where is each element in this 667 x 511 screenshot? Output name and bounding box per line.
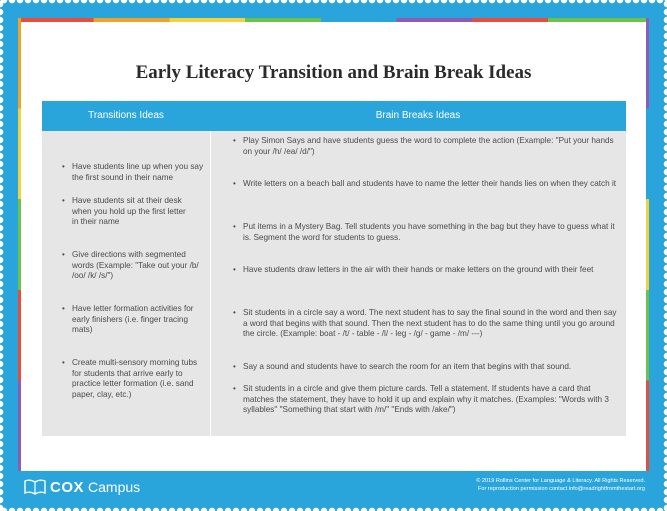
brain-break-text: Sit students in a circle and give them picture cards. Tell a statement. If students have a card that matches the statement, they have to hold it up and explain why it matches. (Examples: "Words with 3 syllables" "Something that start with /m/" "Ends with /ake/") — [243, 384, 609, 415]
list-item — [62, 162, 210, 183]
bullet-icon: • — [233, 265, 236, 274]
header-brain-breaks: Brain Breaks Ideas — [375, 110, 461, 121]
list-item — [233, 308, 621, 340]
column-divider — [210, 131, 211, 436]
bullet-icon: • — [233, 308, 236, 317]
bullet-icon: • — [62, 196, 65, 205]
rainbow-border-right — [646, 18, 649, 471]
cox-campus-logo — [24, 477, 140, 497]
list-item — [62, 250, 202, 282]
transition-text: Give directions with segmented words (Example: "Take out your /b/ /oo/ /k/ /s/") — [72, 250, 199, 281]
rainbow-border-left — [18, 18, 21, 471]
bullet-icon: • — [233, 136, 236, 145]
stamp-edge-left — [0, 0, 6, 511]
brain-break-text: Sit students in a circle say a word. The next student has to say the final sound in the word and then say a word that begins with that sound. Then the next student has to do the same thing until you go around the circle. (Example: boat - /t/ - table - /l/ - leg - /g/ - game - /m/ ---) — [243, 308, 617, 339]
logo-word-cox: COX — [50, 478, 85, 496]
brain-break-text: Write letters on a beach ball and students have to name the letter their hands lies on when they catch it — [243, 179, 617, 188]
list-item — [62, 358, 200, 400]
transition-text: Have students sit at their desk when you hold up the first letter in their name — [72, 196, 186, 227]
open-book-icon — [24, 479, 46, 495]
copyright-text: © 2019 Rollins Center for Language & Literacy. All Rights Reserved. — [476, 478, 645, 484]
footer-copyright — [385, 477, 645, 493]
transition-text: Have students line up when you say the first sound in their name — [72, 162, 204, 182]
bullet-icon: • — [62, 358, 65, 367]
brain-break-text: Play Simon Says and have students guess the word to complete the action (Example: "Put your hands on your /h/ /ea/ /d/") — [243, 136, 614, 156]
list-item — [233, 265, 621, 276]
list-item — [233, 384, 621, 416]
bullet-icon: • — [233, 222, 236, 231]
header-transitions: Transitions Ideas — [88, 110, 164, 121]
brain-break-text: Say a sound and students have to search the room for an item that begins with that sound. — [243, 362, 572, 371]
list-item — [233, 179, 621, 190]
page-title: Early Literacy Transition and Brain Break Ideas — [135, 62, 532, 83]
logo-word-campus: Campus — [88, 479, 141, 495]
stamp-edge-bottom — [0, 505, 667, 511]
list-item — [62, 196, 194, 228]
transition-text: Create multi-sensory morning tubs for students that arrive early to practice letter formation (i.e. sand paper, clay, etc.) — [72, 358, 198, 399]
bullet-icon: • — [62, 162, 65, 171]
rainbow-border-top — [18, 18, 649, 22]
stamp-edge-right — [661, 0, 667, 511]
bullet-icon: • — [62, 304, 65, 313]
ideas-table — [42, 101, 626, 436]
list-item — [233, 136, 621, 157]
stamp-edge-top — [0, 0, 667, 6]
bullet-icon: • — [233, 384, 236, 393]
bullet-icon: • — [62, 250, 65, 259]
bullet-icon: • — [233, 179, 236, 188]
permission-text: For reproduction permission contact info@readrightfromthestart.org — [477, 486, 645, 492]
transition-text: Have letter formation activities for early finishers (i.e. finger tracing mats) — [72, 304, 194, 335]
table-header — [42, 101, 626, 131]
brain-break-text: Put items in a Mystery Bag. Tell students you have something in the bag but they have to guess what it is. Segment the word for students to guess. — [243, 222, 615, 242]
brain-break-text: Have students draw letters in the air with their hands or make letters on the ground with their feet — [243, 265, 594, 274]
bullet-icon: • — [233, 362, 236, 371]
list-item — [62, 304, 202, 336]
list-item — [233, 362, 621, 373]
list-item — [233, 222, 621, 243]
